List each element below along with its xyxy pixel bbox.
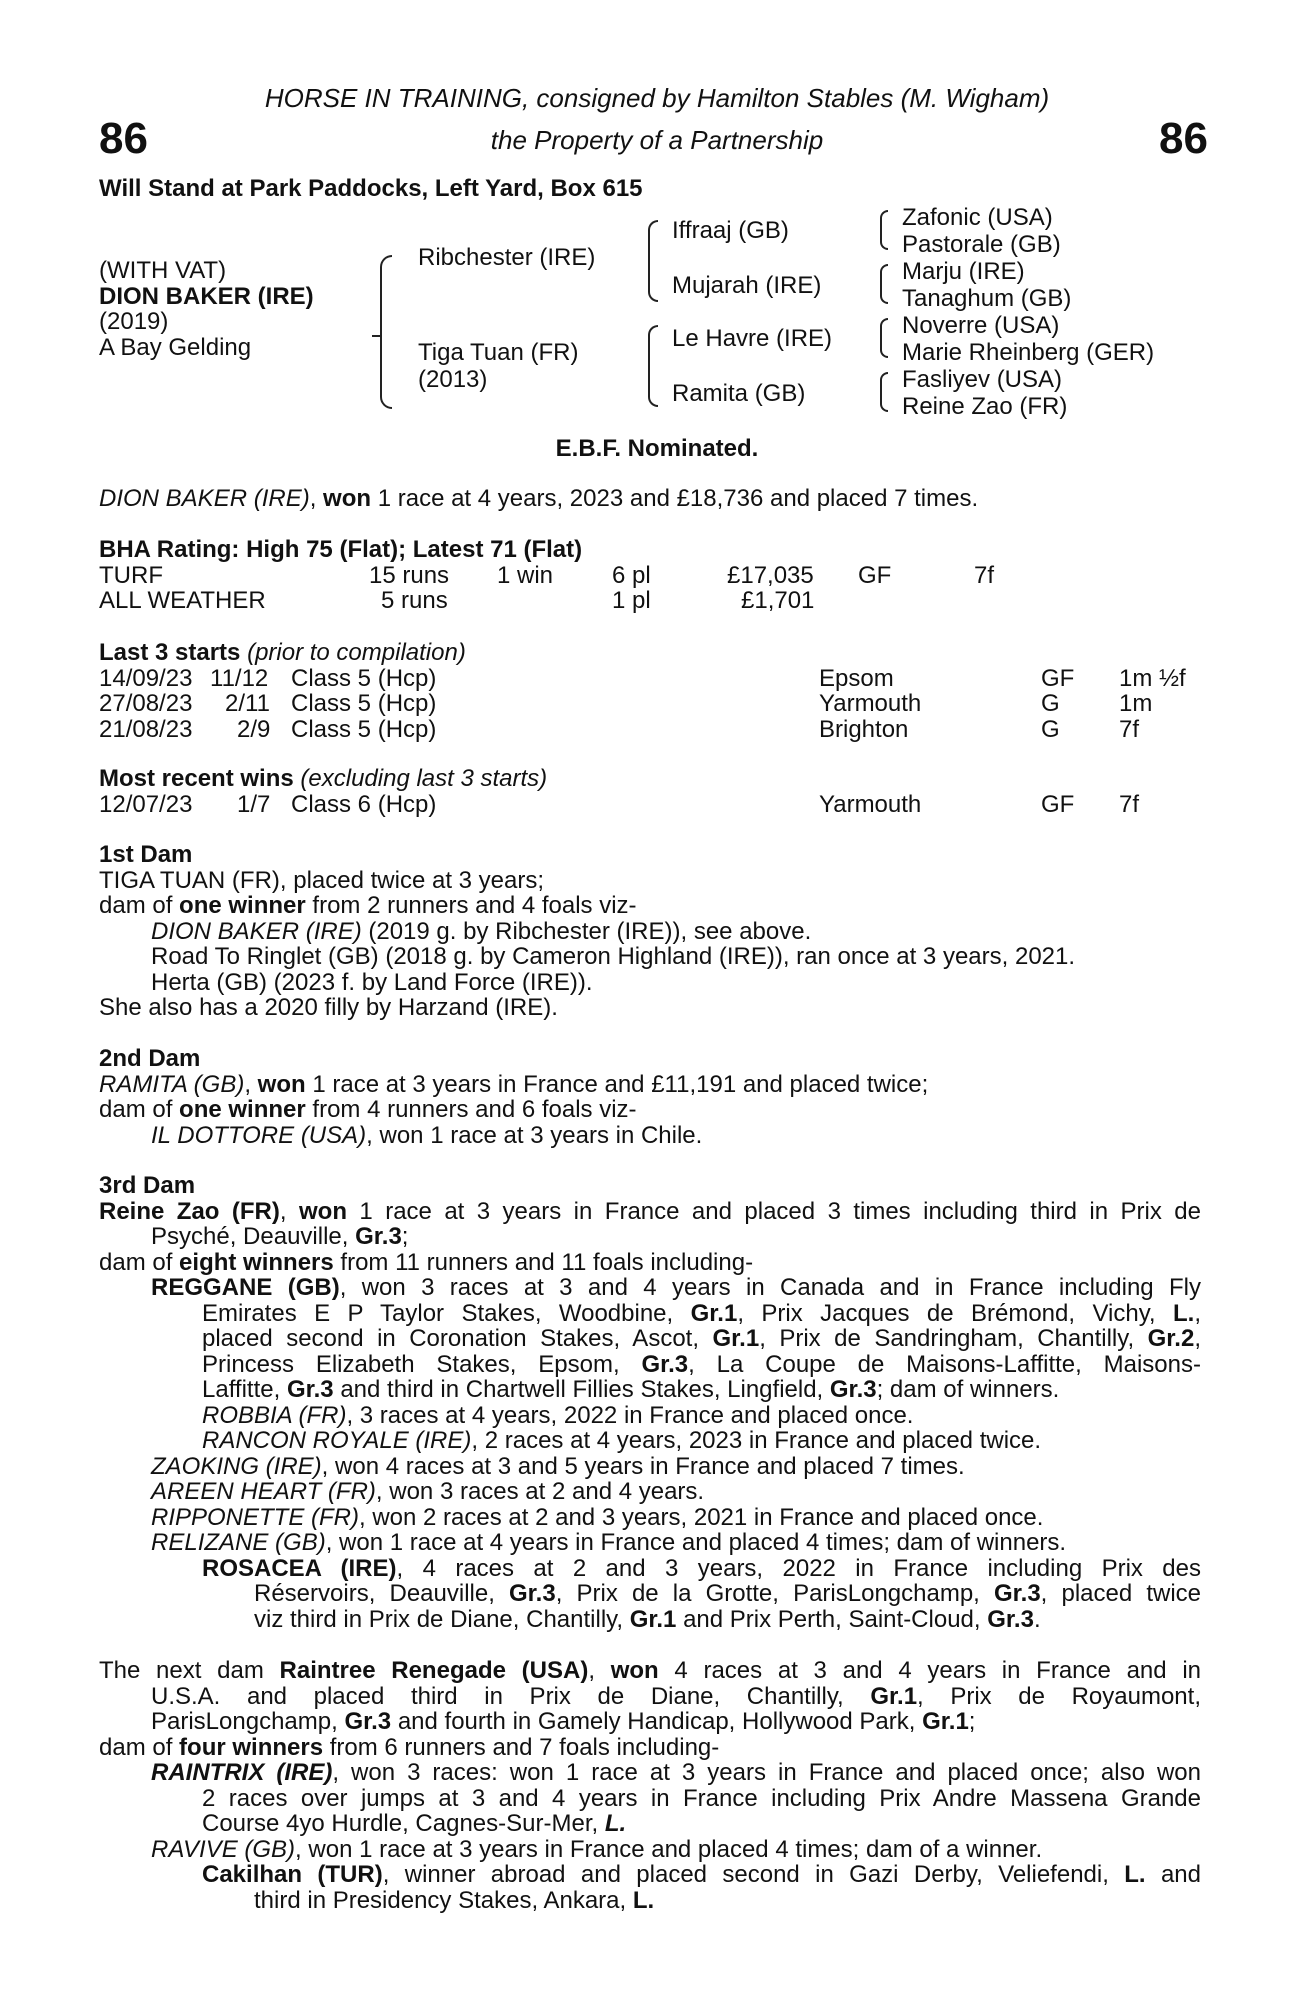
ggs-1: Zafonic (USA) xyxy=(902,204,1053,231)
dam-name: Tiga Tuan (FR) xyxy=(418,339,579,366)
start-row: 27/08/23 2/11 Class 5 (Hcp) Yarmouth G 1m xyxy=(99,690,1153,717)
last-3-starts xyxy=(99,640,1249,742)
ggs-3: Marju (IRE) xyxy=(902,258,1025,285)
horse-description: A Bay Gelding xyxy=(99,333,252,361)
second-dam: 2nd Dam RAMITA (GB), won 1 race at 3 years in France and £11,191 and placed twice; dam of one winner from 4 runners and 6 foals viz- IL DOTTORE (USA), won 1 race at 3 years in Chile. xyxy=(99,1046,1201,1148)
horse-name: DION BAKER (IRE) xyxy=(99,282,314,310)
ggs-8: Reine Zao (FR) xyxy=(902,393,1068,420)
lot-number-left: 86 xyxy=(99,114,148,163)
horse-identity xyxy=(99,258,314,360)
rating-section xyxy=(99,537,1249,614)
ggs-7: Fasliyev (USA) xyxy=(902,366,1063,393)
race-summary: DION BAKER (IRE), won 1 race at 4 years, 2023 and £18,736 and placed 7 times. xyxy=(99,485,979,512)
recent-heading: Most recent wins (excluding last 3 starts) xyxy=(99,765,548,792)
last3-heading: Last 3 starts (prior to compilation) xyxy=(99,639,466,666)
grandsire-4: Ramita (GB) xyxy=(672,380,806,407)
ggs-6: Marie Rheinberg (GER) xyxy=(902,339,1155,366)
ggs-2: Pastorale (GB) xyxy=(902,231,1061,258)
lot-number-right: 86 xyxy=(1159,114,1208,163)
third-dam-title: 3rd Dam xyxy=(99,1172,196,1199)
grandsire-2: Mujarah (IRE) xyxy=(672,272,822,299)
sire-name: Ribchester (IRE) xyxy=(418,244,596,271)
aw-row: ALL WEATHER 5 runs 1 pl £1,701 xyxy=(99,587,815,614)
next-dam: The next dam Raintree Renegade (USA), won 4 races at 3 and 4 years in France and in U.S.A. and placed third in Prix de Diane, Chantilly, Gr.1, Prix de Royaumont, ParisLongchamp, Gr.3 and fourth in Gamely Handicap, Hollywood Park, Gr.1; dam of four winners from 6 runners and 7 foals including- RAINTRIX (IRE), won 3 races: won 1 race at 3 years in France and placed once; also won 2 races over jumps at 3 and 4 years in France including Prix Andre Massena Grande Course 4yo Hurdle, Cagnes-Sur-Mer, L. RAVIVE (GB), won 1 race at 3 years in France and placed 4 times; dam of a winner. Cakilhan (TUR), winner abroad and placed second in Gazi Derby, Veliefendi, L. and third in Presidency Stakes, Ankara, L. xyxy=(99,1657,1201,1914)
pedigree-brace-g2 xyxy=(880,264,888,304)
dam-year: (2013) xyxy=(418,366,488,393)
rating-title: BHA Rating: High 75 (Flat); Latest 71 (Flat) xyxy=(99,536,583,563)
horse-year: (2019) xyxy=(99,308,169,335)
recent-wins xyxy=(99,766,1249,817)
pedigree-brace-g3 xyxy=(880,318,888,358)
brace-point xyxy=(372,335,382,337)
first-dam: 1st Dam TIGA TUAN (FR), placed twice at 3 years; dam of one winner from 2 runners and 4 foals viz- DION BAKER (IRE) (2019 g. by Ribchester (IRE)), see above. Road To Ringlet (GB) (2018 g. by Cameron Highland (IRE)), ran once at 3 years, 2021. Herta (GB) (2023 f. by Land Force (IRE)). She also has a 2020 filly by Harzand (IRE). xyxy=(99,842,1201,1021)
third-dam: 3rd Dam Reine Zao (FR), won 1 race at 3 years in France and placed 3 times including third in Prix de Psyché, Deauville, Gr.3; dam of eight winners from 11 runners and 11 foals including- REGGANE (GB), won 3 races at 3 and 4 years in Canada and in France including Fly Emirates E P Taylor Stakes, Woodbine, Gr.1, Prix Jacques de Brémond, Vichy, L., placed second in Coronation Stakes, Ascot, Gr.1, Prix de Sandringham, Chantilly, Gr.2, Princess Elizabeth Stakes, Epsom, Gr.3, La Coupe de Maisons-Laffitte, Maisons- Laffitte, Gr.3 and third in Chartwell Fillies Stakes, Lingfield, Gr.3; dam of winners. ROBBIA (FR), 3 races at 4 years, 2022 in France and placed once. RANCON ROYALE (IRE), 2 races at 4 years, 2023 in France and placed twice. ZAOKING (IRE), won 4 races at 3 and 5 years in France and placed 7 times. AREEN HEART (FR), won 3 races at 2 and 4 years. RIPPONETTE (FR), won 2 races at 2 and 3 years, 2021 in France and placed once. RELIZANE (GB), won 1 race at 4 years in France and placed 4 times; dam of winners. ROSACEA (IRE), 4 races at 2 and 3 years, 2022 in France including Prix des Réservoirs, Deauville, Gr.3, Prix de la Grotte, ParisLongchamp, Gr.3, placed twice viz third in Prix de Diane, Chantilly, Gr.1 and Prix Perth, Saint-Cloud, Gr.3. xyxy=(99,1172,1201,1633)
pedigree-brace-dam xyxy=(648,325,658,407)
ebf-note: E.B.F. Nominated. xyxy=(555,435,759,462)
grandsire-3: Le Havre (IRE) xyxy=(672,325,833,352)
property-line: the Property of a Partnership xyxy=(490,125,824,155)
consignor-line: HORSE IN TRAINING, consigned by Hamilton Stables (M. Wigham) xyxy=(264,83,1050,113)
ggs-5: Noverre (USA) xyxy=(902,312,1060,339)
pedigree-brace-g4 xyxy=(880,372,888,412)
pedigree-brace-sire xyxy=(648,220,658,302)
recent-row: 12/07/23 1/7 Class 6 (Hcp) Yarmouth GF 7f xyxy=(99,790,1140,818)
pedigree-brace-g1 xyxy=(880,210,888,250)
grandsire-1: Iffraaj (GB) xyxy=(672,217,789,244)
start-row: 21/08/23 2/9 Class 5 (Hcp) Brighton G 7f xyxy=(99,715,1140,743)
first-dam-title: 1st Dam xyxy=(99,841,193,868)
turf-row: TURF 15 runs 1 win 6 pl £17,035 GF 7f xyxy=(99,561,995,589)
second-dam-title: 2nd Dam xyxy=(99,1045,201,1072)
start-row: 14/09/23 11/12 Class 5 (Hcp) Epsom GF 1m ½f xyxy=(99,664,1186,692)
stand-location: Will Stand at Park Paddocks, Left Yard, Box 615 xyxy=(99,175,643,202)
vat-note: (WITH VAT) xyxy=(99,257,227,284)
pedigree-brace-main xyxy=(380,255,392,409)
ggs-4: Tanaghum (GB) xyxy=(902,285,1072,312)
